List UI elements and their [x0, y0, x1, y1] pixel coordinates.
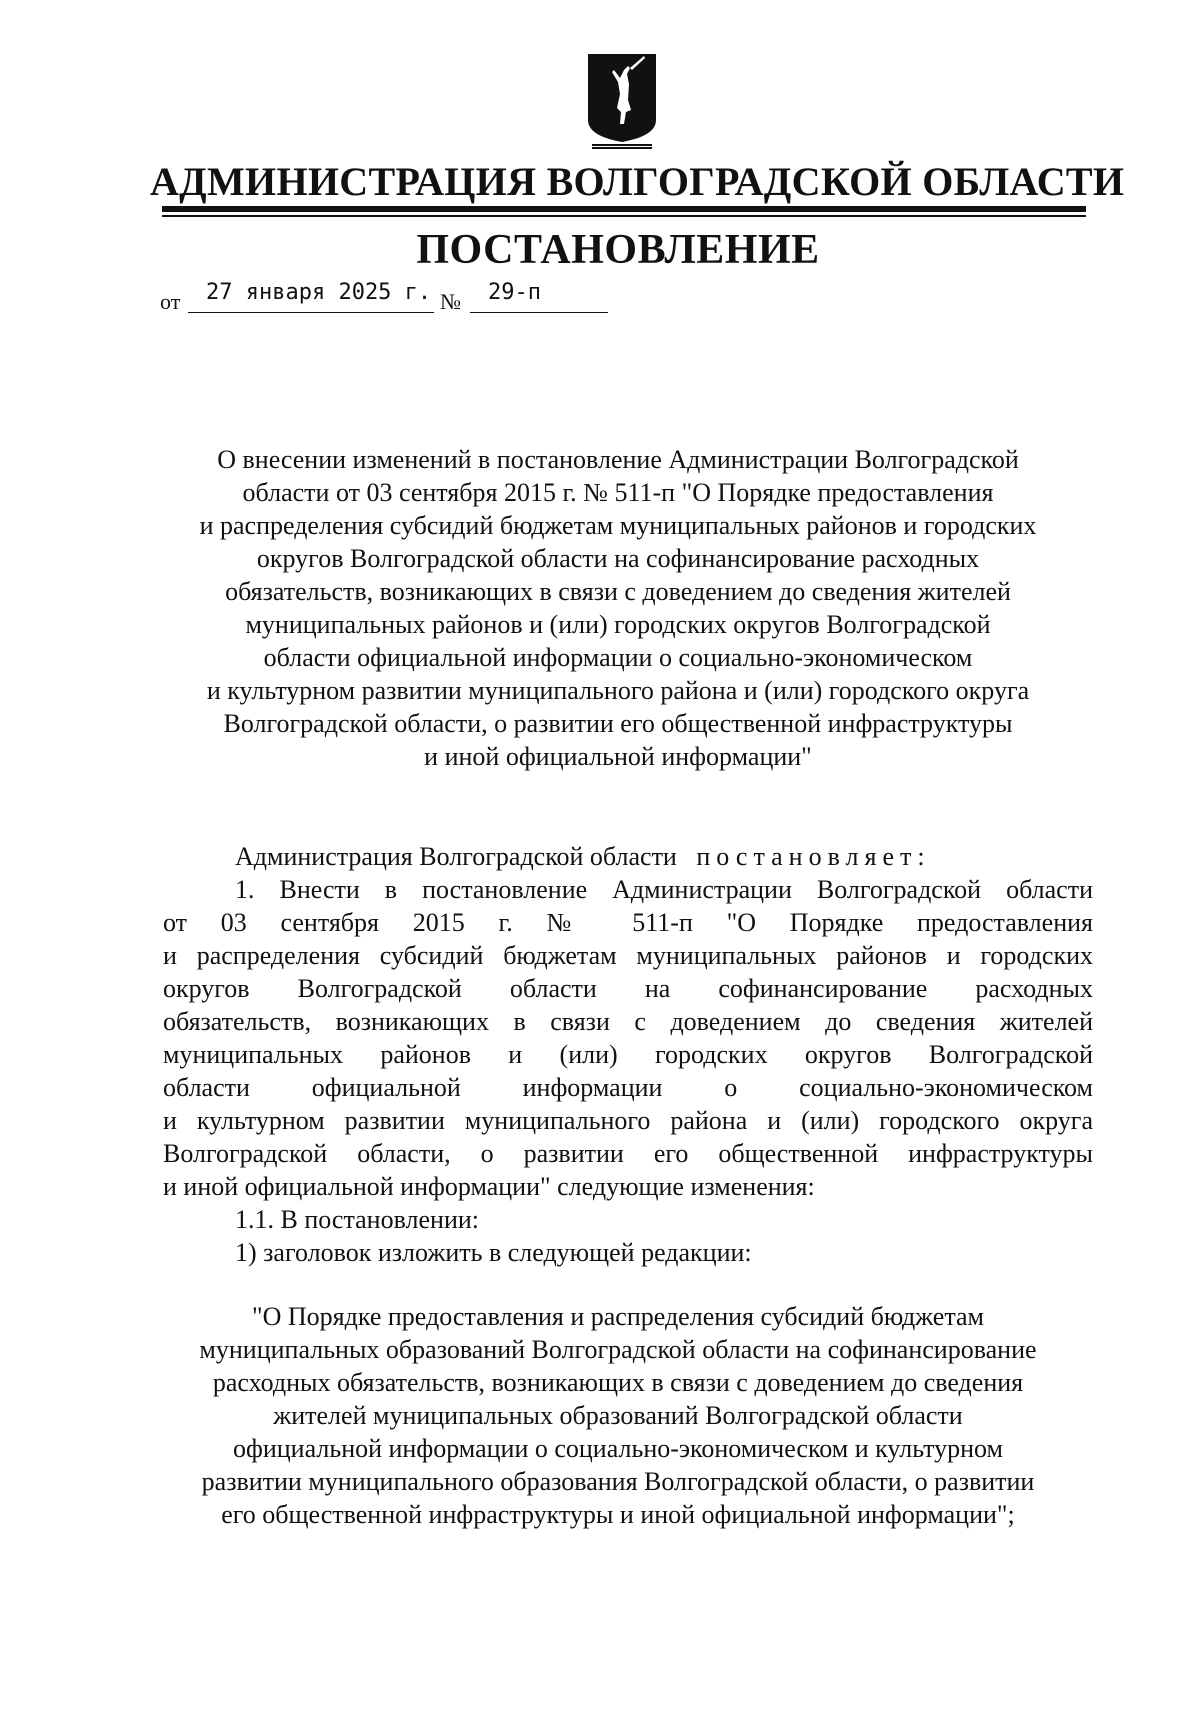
- item-1-line: муниципальных районов и (или) городских округов Волгоградской: [163, 1040, 1093, 1069]
- quote-line: его общественной инфраструктуры и иной официальной информации";: [221, 1500, 1015, 1529]
- preamble-resolves: постановляет:: [696, 842, 931, 871]
- document-type-title: ПОСТАНОВЛЕНИЕ: [416, 227, 820, 273]
- quote-line: муниципальных образований Волгоградской области на софинансирование: [199, 1335, 1037, 1364]
- subject-line: и иной официальной информации": [424, 742, 812, 771]
- subject-line: муниципальных районов и (или) городских округов Волгоградской: [245, 610, 991, 639]
- date-underline: [188, 312, 434, 313]
- organization-title: АДМИНИСТРАЦИЯ ВОЛГОГРАДСКОЙ ОБЛАСТИ: [150, 159, 1125, 204]
- item-1-line: и иной официальной информации" следующие изменения:: [163, 1172, 815, 1201]
- item-1-line: округов Волгоградской области на софинансирование расходных: [163, 974, 1093, 1003]
- preamble-text: Администрация Волгоградской области: [235, 842, 677, 871]
- quote-line: "О Порядке предоставления и распределения субсидий бюджетам: [251, 1302, 985, 1331]
- subject-line: Волгоградской области, о развитии его общественной инфраструктуры: [223, 709, 1013, 738]
- document-subject: [150, 443, 1086, 773]
- item-1-line: области официальной информации о социально-экономическом: [163, 1073, 1093, 1102]
- item-1-line: 1. Внести в постановление Администрации Волгоградской области: [235, 875, 1093, 904]
- new-title-quote: [150, 1300, 1086, 1531]
- header-rule-thin: [162, 215, 1086, 217]
- quote-line: официальной информации о социально-экономическом и культурном: [233, 1434, 1003, 1463]
- preamble: [163, 840, 1093, 873]
- subject-line: области от 03 сентября 2015 г. № 511-п "О Порядке предоставления: [242, 478, 994, 507]
- number-label: №: [440, 289, 461, 314]
- subject-line: обязательств, возникающих в связи с доведением до сведения жителей: [225, 577, 1011, 606]
- number-underline: [470, 312, 608, 313]
- subject-line: и культурном развитии муниципального района и (или) городского округа: [206, 676, 1030, 705]
- date-value: 27 января 2025 г.: [206, 280, 432, 305]
- item-1-1-1: 1) заголовок изложить в следующей редакции:: [235, 1238, 752, 1267]
- header-rule-thick: [162, 206, 1086, 212]
- quote-line: расходных обязательств, возникающих в связи с доведением до сведения: [212, 1368, 1024, 1397]
- item-1-line: от 03 сентября 2015 г. № 511-п "О Порядке предоставления: [163, 908, 1093, 937]
- subject-line: О внесении изменений в постановление Администрации Волгоградской: [217, 445, 1019, 474]
- item-1-line: обязательств, возникающих в связи с доведением до сведения жителей: [163, 1007, 1093, 1036]
- item-1-line: Волгоградской области, о развитии его общественной инфраструктуры: [163, 1139, 1093, 1168]
- item-1-1: 1.1. В постановлении:: [235, 1205, 479, 1234]
- date-label: от: [160, 289, 181, 314]
- subject-line: и распределения субсидий бюджетам муниципальных районов и городских: [199, 511, 1037, 540]
- quote-line: развитии муниципального образования Волгоградской области, о развитии: [201, 1467, 1035, 1496]
- item-1-line: и распределения субсидий бюджетам муниципальных районов и городских: [163, 941, 1093, 970]
- document-body: [163, 840, 1093, 1269]
- item-1-line: и культурном развитии муниципального района и (или) городского округа: [163, 1106, 1093, 1135]
- subject-line: округов Волгоградской области на софинансирование расходных: [256, 544, 980, 573]
- subject-line: области официальной информации о социально-экономическом: [263, 643, 973, 672]
- number-value: 29-п: [488, 280, 541, 305]
- volgograd-coat-of-arms-icon: [584, 50, 660, 150]
- quote-line: жителей муниципальных образований Волгоградской области: [273, 1401, 963, 1430]
